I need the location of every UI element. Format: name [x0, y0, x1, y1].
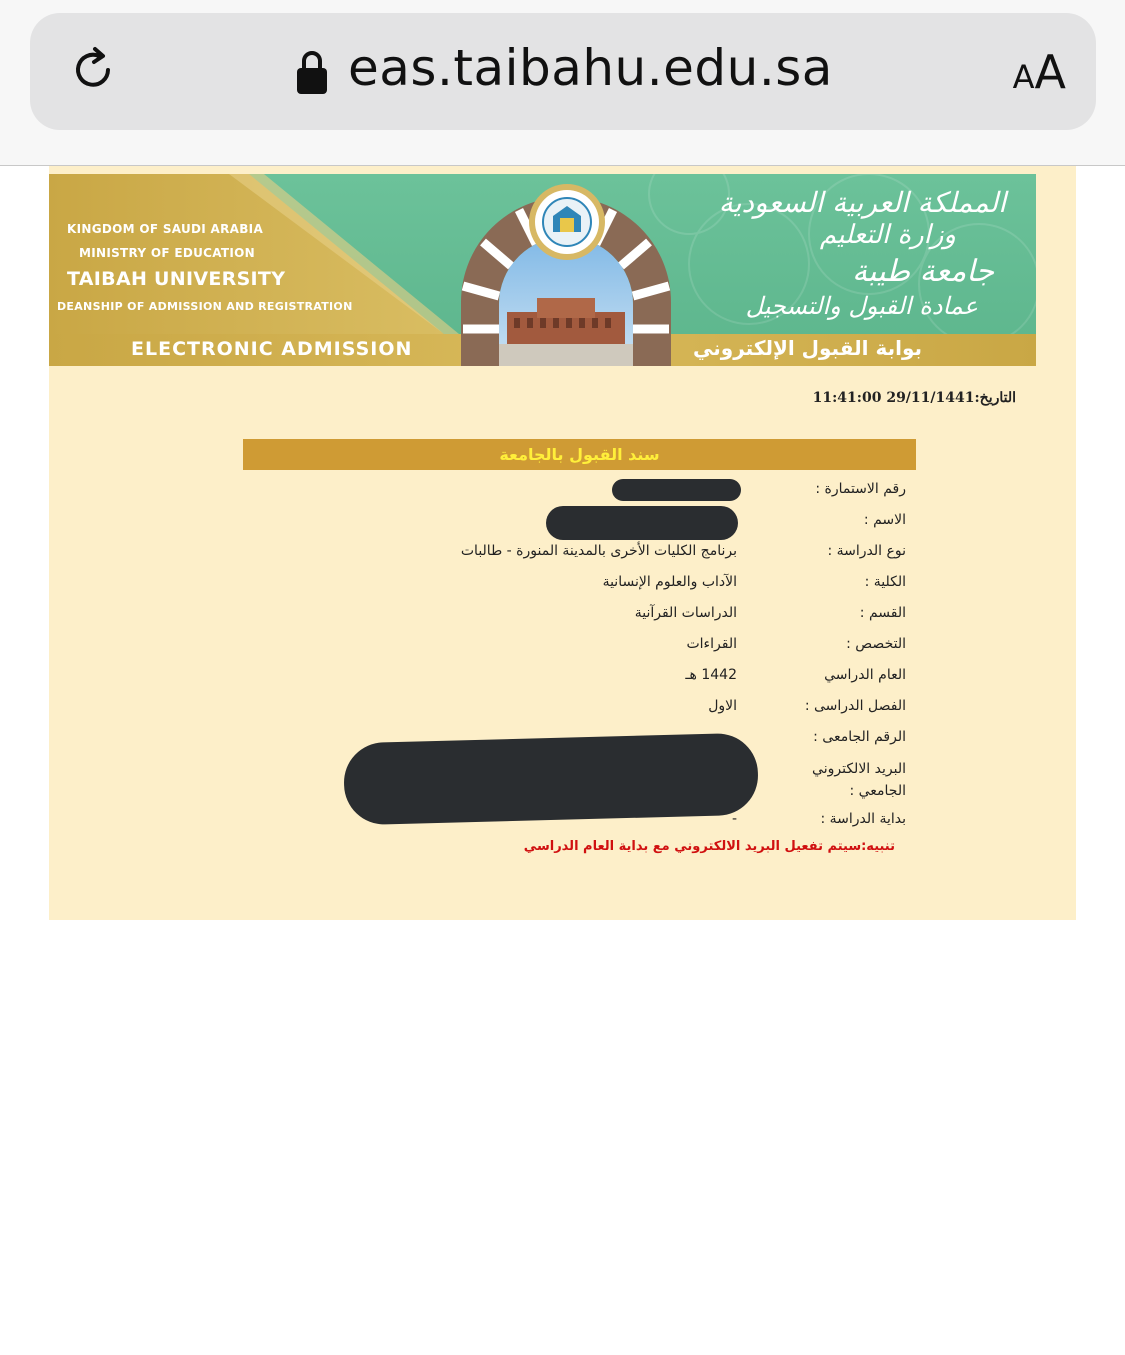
row-label-study-start: بداية الدراسة :	[820, 811, 906, 827]
university-seal-logo	[527, 182, 607, 262]
banner-kingdom-ar: المملكة العربية السعودية	[718, 186, 1006, 219]
row-value-academic-year: 1442 هـ	[685, 667, 737, 683]
row-label-college: الكلية :	[864, 574, 906, 590]
email-activation-notice: تنبيه:سيتم تفعيل البريد الالكتروني مع بداية العام الدراسي	[523, 839, 895, 854]
banner-ministry-ar: وزارة التعليم	[819, 220, 956, 250]
row-label-form-number: رقم الاستمارة :	[815, 481, 906, 497]
reader-text-size-button[interactable]: AA	[1012, 45, 1066, 99]
row-value-study-type: برنامج الكليات الأخرى بالمدينة المنورة - طالبات	[460, 543, 737, 559]
row-value-department: الدراسات القرآنية	[634, 605, 737, 621]
address-bar[interactable]	[30, 13, 1096, 130]
row-value-college: الآداب والعلوم الإنسانية	[602, 574, 737, 590]
row-label-name: الاسم :	[863, 512, 906, 528]
row-label-university-email: البريد الالكتروني الجامعي :	[812, 761, 906, 799]
page-content	[49, 166, 1076, 920]
banner-university-en: TAIBAH UNIVERSITY	[67, 268, 286, 290]
url-text[interactable]: eas.taibahu.edu.sa	[348, 39, 833, 97]
row-label-study-type: نوع الدراسة :	[827, 543, 906, 559]
banner-university-ar: جامعة طيبة	[852, 254, 994, 289]
row-label-specialization: التخصص :	[846, 636, 906, 652]
university-banner	[49, 174, 1036, 366]
banner-kingdom-en: KINGDOM OF SAUDI ARABIA	[67, 222, 264, 236]
reload-icon[interactable]	[68, 45, 118, 95]
banner-ministry-en: MINISTRY OF EDUCATION	[79, 246, 256, 260]
banner-deanship-ar: عمادة القبول والتسجيل	[745, 292, 978, 320]
row-value-study-start: -	[731, 811, 737, 827]
redaction-form-number	[612, 479, 741, 501]
banner-portal-en: ELECTRONIC ADMISSION	[131, 338, 413, 360]
banner-deanship-en: DEANSHIP OF ADMISSION AND REGISTRATION	[57, 300, 353, 313]
print-date: التاريخ:29/11/1441 11:41:00	[812, 390, 1016, 406]
lock-icon	[296, 49, 328, 95]
redaction-id-email	[343, 733, 759, 826]
row-value-specialization: القراءات	[686, 636, 737, 652]
browser-toolbar	[0, 0, 1125, 166]
row-label-university-id: الرقم الجامعى :	[813, 729, 906, 745]
row-value-semester: الاول	[708, 698, 737, 714]
row-label-department: القسم :	[859, 605, 906, 621]
redaction-name	[546, 506, 738, 540]
row-label-academic-year: العام الدراسي	[824, 667, 906, 683]
certificate-title: سند القبول بالجامعة	[243, 439, 916, 470]
banner-portal-ar: بوابة القبول الإلكتروني	[693, 336, 922, 360]
row-label-semester: الفصل الدراسى :	[804, 698, 906, 714]
